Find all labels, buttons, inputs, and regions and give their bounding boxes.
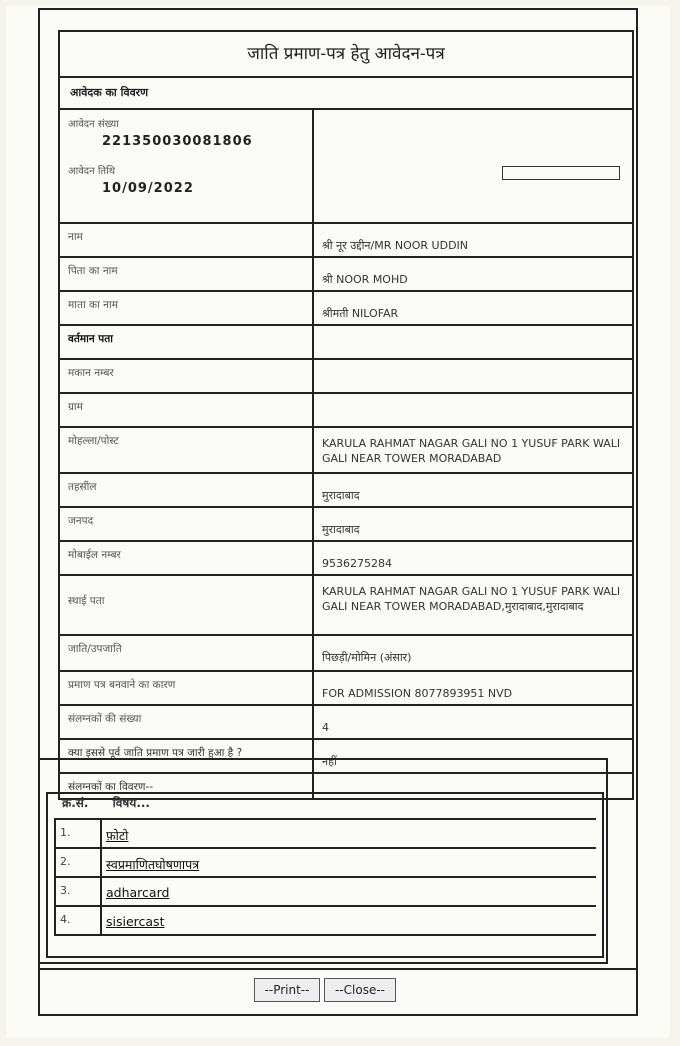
application-number: 221350030081806 (102, 134, 253, 149)
field-label: पिता का नाम (60, 258, 314, 290)
row-father-name (60, 258, 632, 292)
form-title: जाति प्रमाण-पत्र हेतु आवेदन-पत्र (60, 32, 632, 78)
field-label: प्रमाण पत्र बनवाने का कारण (60, 672, 314, 704)
row-house-number (60, 360, 632, 394)
field-value: FOR ADMISSION 8077893951 NVD (322, 687, 513, 700)
attachment-link[interactable]: स्वप्रमाणितघोषणापत्र (106, 857, 200, 872)
field-value: मुरादाबाद (322, 523, 360, 536)
close-button[interactable]: --Close-- (324, 978, 396, 1002)
field-value: KARULA RAHMAT NAGAR GALI NO 1 YUSUF PARK WALI GALI NEAR TOWER MORADABAD (322, 437, 621, 465)
row-attachment-count (60, 706, 632, 740)
field-label: जाति/उपजाति (60, 636, 314, 670)
field-label: ग्राम (60, 394, 314, 426)
row-tehsil (60, 474, 632, 508)
attachment-row (56, 907, 596, 936)
attachment-number: 4. (56, 907, 102, 934)
field-label: नाम (60, 224, 314, 256)
row-district (60, 508, 632, 542)
attachments-header (62, 794, 170, 811)
row-locality (60, 428, 632, 474)
print-button[interactable]: --Print-- (254, 978, 320, 1002)
field-value: मुरादाबाद (322, 489, 360, 502)
field-value: 9536275284 (322, 557, 392, 570)
application-number-label: आवेदन संख्या (68, 119, 119, 130)
field-label: मोहल्ला/पोस्ट (60, 428, 314, 472)
field-label: वर्तमान पता (60, 326, 314, 358)
field-label: तहसील (60, 474, 314, 506)
attachment-row (56, 820, 596, 849)
field-value: नहीं (322, 755, 337, 768)
subject-heading: विषय... (112, 796, 150, 810)
field-value (314, 394, 632, 426)
row-permanent-address (60, 576, 632, 636)
application-info (60, 110, 314, 222)
field-value (314, 326, 632, 358)
field-value: श्री NOOR MOHD (322, 273, 408, 286)
field-label: संलग्नकों का विवरण-- (60, 774, 314, 798)
field-label: मोबाईल नम्बर (60, 542, 314, 574)
application-form (58, 30, 634, 800)
row-village (60, 394, 632, 428)
application-info-row (60, 110, 632, 224)
field-value: KARULA RAHMAT NAGAR GALI NO 1 YUSUF PARK WALI GALI NEAR TOWER MORADABAD,मुरादाबाद,मुरादाबाद (322, 585, 621, 613)
row-mobile (60, 542, 632, 576)
attachment-number: 3. (56, 878, 102, 905)
attachment-link[interactable]: फ़ोटो (106, 828, 129, 843)
field-value (314, 360, 632, 392)
row-name (60, 224, 632, 258)
field-label: जनपद (60, 508, 314, 540)
attachment-row (56, 878, 596, 907)
section-heading: आवेदक का विवरण (60, 78, 632, 110)
attachment-link[interactable]: sisiercast (106, 914, 165, 929)
photo-placeholder (502, 166, 620, 180)
attachment-row (56, 849, 596, 878)
row-reason (60, 672, 632, 706)
attachment-number: 2. (56, 849, 102, 876)
photo-area (314, 110, 632, 222)
divider (38, 968, 638, 970)
field-value: श्रीमती NILOFAR (322, 307, 399, 320)
attachments-table (54, 818, 596, 936)
application-date: 10/09/2022 (102, 181, 194, 196)
field-label: माता का नाम (60, 292, 314, 324)
application-date-label: आवेदन तिथि (68, 166, 116, 177)
attachment-number: 1. (56, 820, 102, 847)
attachment-link[interactable]: adharcard (106, 885, 170, 900)
serial-heading: क्र.सं. (62, 796, 89, 810)
field-label: क्या इससे पूर्व जाति प्रमाण पत्र जारी हुआ है ? (60, 740, 314, 772)
field-value: पिछड़ी/मोमिन (अंसार) (322, 651, 412, 664)
row-mother-name (60, 292, 632, 326)
field-value: 4 (322, 721, 329, 734)
row-current-address (60, 326, 632, 360)
action-buttons (254, 978, 396, 1002)
field-label: मकान नम्बर (60, 360, 314, 392)
field-label: स्थाई पता (60, 576, 314, 634)
field-value: श्री नूर उद्दीन/MR NOOR UDDIN (322, 239, 469, 252)
field-label: संलग्नकों की संख्या (60, 706, 314, 738)
row-caste (60, 636, 632, 672)
